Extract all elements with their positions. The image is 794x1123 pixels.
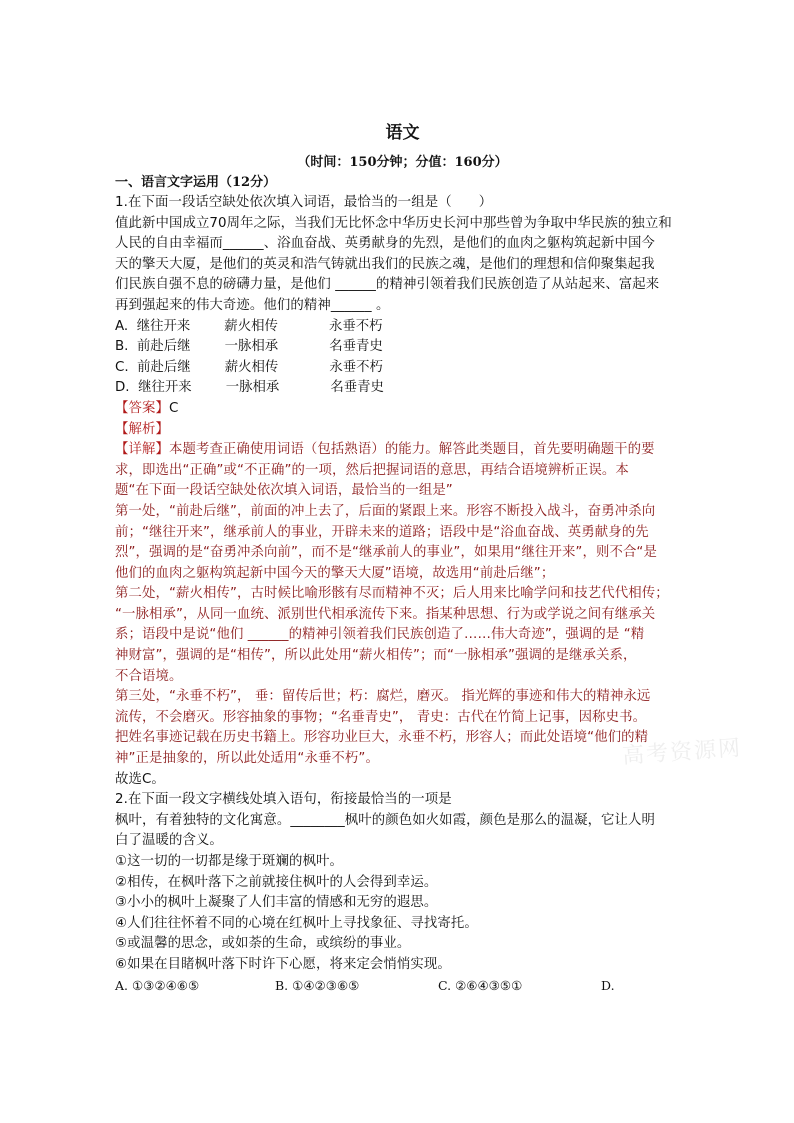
question-stem: 2.在下面一段文字横线处填入语句，衔接最恰当的一项是: [115, 792, 452, 808]
section-heading: 一、语言文字运用（12分）: [115, 175, 277, 190]
sentence-item: ②相传，在枫叶落下之前就接住枫叶的人会得到幸运。: [115, 874, 438, 890]
passage-line: 枫叶，有着独特的文化寓意。________枫叶的颜色如火如霞，颜色是那么的温凝，它让人明: [115, 812, 656, 828]
passage-line: 天的擎天大厦，是他们的英灵和浩气铸就出我们的民族之魂，是他们的理想和信仰聚集起我: [115, 256, 655, 272]
choice-d: D.: [601, 977, 615, 993]
page-title: 语文: [385, 123, 420, 143]
explanation-text: 本题考查正确使用词语（包括熟语）的能力。解答此类题目，首先要明确题干的要: [168, 442, 655, 458]
explanation-line: 流传，不会磨灭。形容抽象的事物；“名垂青史”， 青史：古代在竹简上记事，因称史书。: [115, 709, 647, 725]
explanation-line: 题“在下面一段话空缺处依次填入词语，最恰当的一组是”: [115, 483, 453, 499]
explanation-line: “一脉相承”，从同一血统、派别世代相承流传下来。指某种思想、行为或学说之间有继承关: [115, 606, 656, 622]
explanation-line: 前；“继往开来”，继承前人的事业，开辟未来的道路；语段中是“浴血奋战、英勇献身的先: [115, 524, 649, 540]
passage-line: 们民族自强不息的磅礴力量，是他们 ______的精神引领着我们民族创造了从站起来、富起来: [115, 277, 660, 293]
explanation-line: 烈”，强调的是“奋勇冲杀向前”，而不是“继承前人的事业”，如果用“继往开来”，则不合“是: [115, 545, 657, 561]
document-page: [115, 122, 690, 996]
explanation-line: 把姓名事迹记载在历史书籍上。形容功业巨大，永垂不朽，形容人；而此处语境“他们的精: [115, 730, 649, 746]
answer-value: C: [168, 400, 179, 416]
sentence-item: ⑥如果在目睹枫叶落下时许下心愿，将来定会悄悄实现。: [115, 956, 451, 972]
explanation-line: 求，即选出“正确”或“不正确”的一项，然后把握词语的意思，再结合语境辨析正误。本: [115, 462, 629, 478]
exam-meta: （时间：150分钟；分值：160分）: [297, 155, 508, 170]
sentence-item: ⑤或温馨的思念，或如荼的生命，或缤纷的事业。: [115, 936, 411, 952]
sentence-item: ①这一切的一切都是缘于斑斓的枫叶。: [115, 854, 343, 869]
explanation-line: 第一处，“前赴后继”，前面的冲上去了，后面的紧跟上来。形容不断投入战斗，奋勇冲杀向: [115, 503, 656, 519]
choice-c: C. ②⑥④③⑤①: [438, 977, 523, 993]
analysis-tag: 【解析】: [115, 421, 169, 437]
explanation-line: 系；语段中是说“他们 ______的精神引领着我们民族创造了……伟大奇迹”，强调的是 “精: [115, 627, 645, 643]
question-2: [115, 790, 690, 995]
passage-line: 人民的自由幸福而______、浴血奋战、英勇献身的先烈，是他们的血肉之躯构筑起新中国今: [115, 236, 655, 252]
detail-tag: 【详解】: [115, 442, 169, 458]
explanation-line: 神”正是抽象的，所以此处适用“永垂不朽”。: [115, 751, 379, 767]
explanation-line: 第二处，“薪火相传”，古时候比喻形骸有尽而精神不灭；后人用来比喻学问和技艺代代相传；: [115, 586, 669, 602]
passage-line: 再到强起来的伟大奇迹。他们的精神______ 。: [115, 297, 390, 313]
passage-line: 白了温暖的含义。: [115, 833, 223, 849]
explanation-line: 他们的血肉之躯构筑起新中国今天的擎天大厦”语境，故选用“前赴后继”；: [115, 565, 555, 581]
option-b: B. 前赴后继 一脉相承 名垂青史: [115, 339, 383, 355]
explanation-line: [115, 440, 690, 461]
choice-b: B. ①④②③⑥⑤: [275, 977, 360, 993]
answer-tag: 【答案】: [115, 400, 169, 416]
sentence-item: ③小小的枫叶上凝聚了人们丰富的情感和无穷的遐思。: [115, 895, 438, 911]
option-a: A. 继往开来 薪火相传 永垂不朽: [115, 318, 383, 334]
conclusion: 故选C。: [115, 771, 165, 787]
option-d: D. 继往开来 一脉相承 名垂青史: [115, 380, 384, 396]
answer-line: [115, 399, 690, 420]
choice-a: A. ①③②④⑥⑤: [115, 977, 200, 993]
explanation-line: 第三处，“永垂不朽”， 垂：留传后世；朽：腐烂，磨灭。 指光辉的事迹和伟大的精神永远: [115, 689, 651, 705]
question-1: [115, 193, 690, 790]
sentence-item: ④人们往往怀着不同的心境在红枫叶上寻找象征、寻找寄托。: [115, 915, 478, 931]
explanation-line: 神财富”，强调的是“相传”，所以此处用“薪火相传”；而“一脉相承”强调的是继承关系，: [115, 648, 637, 664]
option-c: C. 前赴后继 薪火相传 永垂不朽: [115, 359, 383, 375]
watermark: 高考资源网: [621, 735, 743, 770]
passage-line: 值此新中国成立70周年之际，当我们无比怀念中华历史长河中那些曾为争取中华民族的独立和: [115, 215, 672, 231]
explanation-line: 不合语境。: [115, 668, 183, 684]
answer-choices: [115, 976, 690, 996]
question-stem: 1.在下面一段话空缺处依次填入词语，最恰当的一组是（ ）: [115, 195, 493, 210]
